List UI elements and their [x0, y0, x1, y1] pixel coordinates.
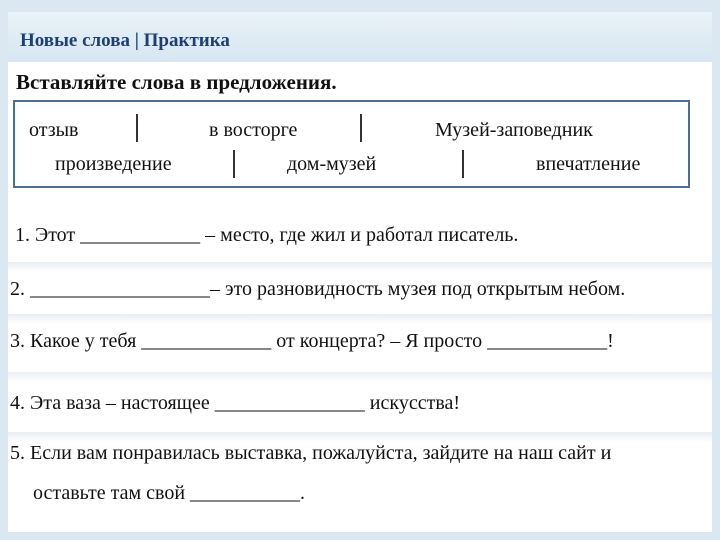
sentence-1: 1. Этот ____________ – место, где жил и работал писатель.: [15, 224, 519, 246]
sentence-5: 5. Если вам понравилась выставка, пожалуйста, зайдите на наш сайт и: [10, 442, 612, 464]
instruction-text: Вставляйте слова в предложения.: [16, 70, 337, 94]
word-separator: [136, 114, 138, 142]
word-separator: [360, 114, 362, 142]
row-divider: [8, 372, 712, 382]
sentence-5-continuation: оставьте там свой ___________.: [33, 482, 306, 504]
word-bank-item: впечатление: [536, 153, 641, 175]
row-divider: [8, 314, 712, 324]
sentence-4: 4. Эта ваза – настоящее _______________ искусства!: [10, 392, 461, 414]
header-band: [8, 12, 712, 62]
word-separator: [233, 150, 235, 178]
word-bank-item: отзыв: [29, 119, 79, 141]
word-separator: [462, 150, 464, 178]
sentence-2: 2. __________________– это разновидность музея под открытым небом.: [10, 278, 626, 300]
word-bank-item: произведение: [55, 153, 172, 175]
page-title: Новые слова | Практика: [20, 30, 230, 51]
row-divider: [8, 262, 712, 272]
word-bank-item: дом-музей: [287, 153, 377, 175]
row-divider: [8, 432, 712, 442]
sentence-3: 3. Какое у тебя _____________ от концерта? – Я просто ____________!: [10, 330, 614, 352]
word-bank-item: в восторге: [209, 119, 298, 141]
word-bank: [13, 100, 690, 188]
slide: [8, 12, 712, 532]
word-bank-item: Музей-заповедник: [435, 119, 593, 141]
